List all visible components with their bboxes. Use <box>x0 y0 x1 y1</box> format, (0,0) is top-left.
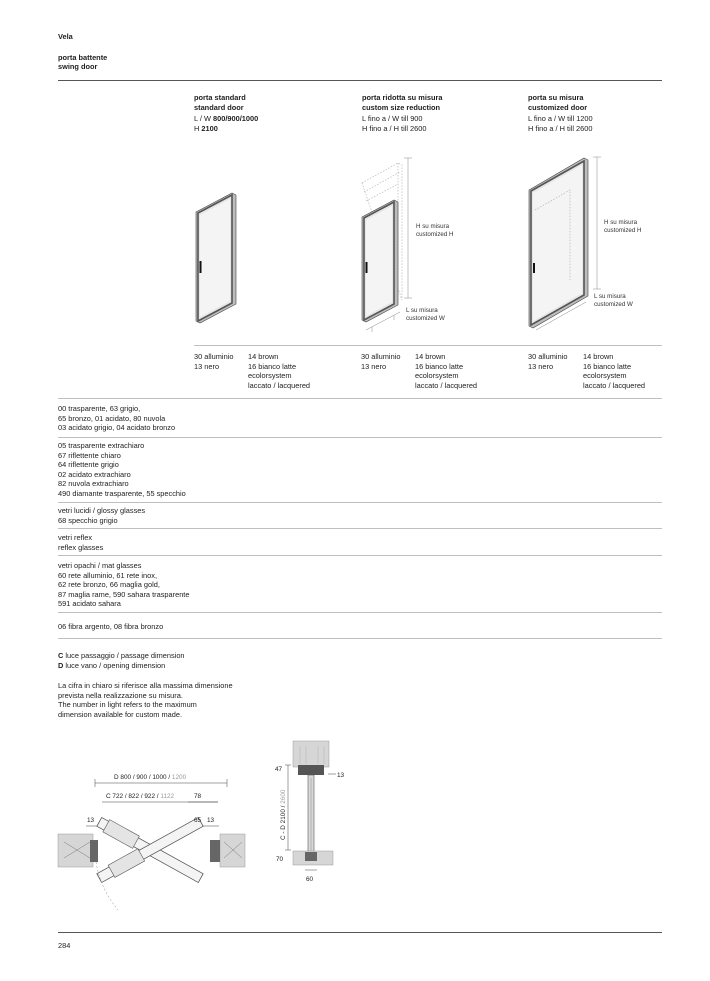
section-vertical-label: C - D 2100 / 2600 <box>280 789 287 840</box>
column-title-en: standard door <box>194 102 244 112</box>
door3-w-label: L su misura <box>594 293 626 300</box>
dim-w: L fino a / W till 1200 <box>528 114 593 124</box>
finish-item: ecolorsystem <box>583 371 627 381</box>
glass-line: 87 maglia rame, 590 sahara trasparente <box>58 589 190 599</box>
legend-c-letter: C <box>58 651 64 660</box>
plan-13b: 13 <box>207 817 215 824</box>
page-number: 284 <box>58 941 71 950</box>
finish-item: laccato / lacquered <box>248 380 311 390</box>
dim-w-value: 800/900/1000 <box>213 114 259 124</box>
footer-rule <box>58 932 662 933</box>
finish-item: 14 brown <box>248 352 279 361</box>
note-line: The number in light refers to the maximum <box>58 700 197 710</box>
section-13: 13 <box>337 772 345 779</box>
legend-c-text: luce passaggio / passage dimension <box>63 651 185 660</box>
column-title-it: porta standard <box>194 93 246 102</box>
plan-13a: 13 <box>87 817 95 824</box>
dim-h: H fino a / H till 2600 <box>362 123 427 133</box>
door3-h-label: H su misura <box>604 219 638 226</box>
dim-h: H fino a / H till 2600 <box>528 123 593 133</box>
finish-item: ecolorsystem <box>248 371 292 381</box>
note-line: La cifra in chiaro si riferisce alla massima dimensione <box>58 681 233 690</box>
plan-65: 65 <box>194 817 202 824</box>
finish-item: 16 bianco latte <box>248 361 297 371</box>
finish-item: 16 bianco latte <box>583 361 632 371</box>
door2-w-label2: customized W <box>406 315 445 322</box>
finish-item: 16 bianco latte <box>415 361 464 371</box>
glass-line: vetri lucidi / glossy glasses <box>58 506 146 515</box>
note-line: dimension available for custom made. <box>58 709 183 719</box>
finish-item: laccato / lacquered <box>583 380 646 390</box>
subtitle-it: porta battente <box>58 53 108 62</box>
column-title-en: custom size reduction <box>362 102 441 112</box>
column-title-en: customized door <box>528 102 588 112</box>
finish-item: 14 brown <box>415 352 446 361</box>
finish-item: 30 alluminio <box>194 352 234 361</box>
section-47: 47 <box>275 766 283 773</box>
glass-line: vetri opachi / mat glasses <box>58 561 142 570</box>
dim-w-label: L / W <box>194 114 214 124</box>
glass-line: 06 fibra argento, 08 fibra bronzo <box>58 622 164 631</box>
finish-item: 13 nero <box>528 361 554 371</box>
glass-line: 00 trasparente, 63 grigio, <box>58 404 141 413</box>
glass-line: 490 diamante trasparente, 55 specchio <box>58 488 186 498</box>
finish-item: 13 nero <box>194 361 220 371</box>
glass-line: 60 rete alluminio, 61 rete inox, <box>58 570 158 580</box>
glass-line: 64 riflettente grigio <box>58 460 119 470</box>
legend-d-text: luce vano / opening dimension <box>63 660 166 670</box>
finish-item: laccato / lacquered <box>415 380 478 390</box>
finish-item: 14 brown <box>583 352 614 361</box>
finish-item: 30 alluminio <box>361 352 401 361</box>
finish-item: 13 nero <box>361 361 387 371</box>
glass-line: vetri reflex <box>58 533 93 542</box>
door3-w-label2: customized W <box>594 301 633 308</box>
legend-d-letter: D <box>58 660 64 670</box>
glass-line: 03 acidato grigio, 04 acidato bronzo <box>58 423 176 433</box>
note-line: prevista nella realizzazione su misura. <box>58 690 183 700</box>
finish-item: ecolorsystem <box>415 371 459 381</box>
column-title-it: porta ridotta su misura <box>362 93 443 102</box>
plan-d-label: D 800 / 900 / 1000 / 1200 <box>114 774 187 781</box>
glass-line: 82 nuvola extrachiaro <box>58 479 129 489</box>
dim-w: L fino a / W till 900 <box>362 114 423 124</box>
door2-h-label: H su misura <box>416 223 450 230</box>
door3-h-label2: customized H <box>604 227 642 234</box>
product-title: Vela <box>58 32 73 41</box>
plan-c-label: C 722 / 822 / 922 / 1122 <box>106 793 175 800</box>
column-title-it: porta su misura <box>528 93 584 102</box>
section-70: 70 <box>276 856 284 863</box>
dim-h-label: H <box>194 123 202 133</box>
glass-line: 02 acidato extrachiaro <box>58 469 131 479</box>
section-60: 60 <box>306 876 314 883</box>
door2-w-label: L su misura <box>406 307 438 314</box>
glass-line: 05 trasparente extrachiaro <box>58 441 145 450</box>
subtitle-en: swing door <box>58 62 98 71</box>
finish-item: 30 alluminio <box>528 352 568 361</box>
glass-line: 591 acidato sahara <box>58 599 121 609</box>
dim-h-value: 2100 <box>201 123 218 133</box>
glass-line: reflex glasses <box>58 542 104 552</box>
glass-line: 68 specchio grigio <box>58 515 118 525</box>
glass-line: 67 riflettente chiaro <box>58 450 121 460</box>
glass-line: 65 bronzo, 01 acidato, 80 nuvola <box>58 413 166 423</box>
plan-78: 78 <box>194 793 202 800</box>
door2-h-label2: customized H <box>416 231 454 238</box>
glass-line: 62 rete bronzo, 66 maglia gold, <box>58 580 160 590</box>
